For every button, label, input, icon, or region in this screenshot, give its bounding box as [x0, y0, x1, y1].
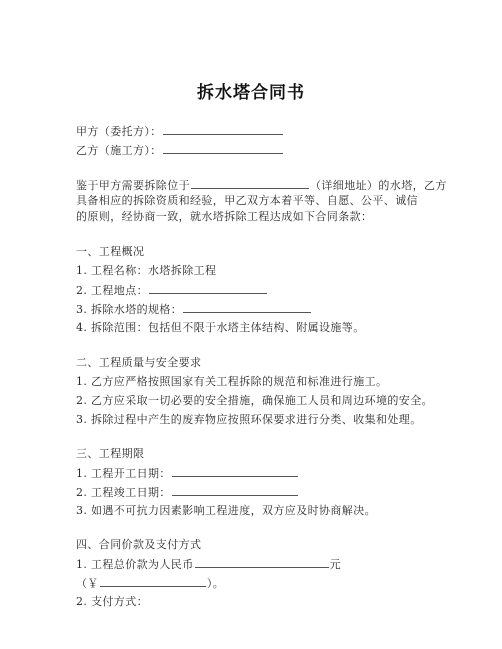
- spec-blank: [183, 302, 311, 313]
- party-b-label: 乙方（施工方）：: [76, 144, 162, 157]
- address-blank: [191, 178, 309, 189]
- item-number: 3.: [76, 303, 88, 316]
- s2-item-1: [76, 375, 387, 389]
- section-2-heading: 二、工程质量与安全要求: [76, 356, 202, 369]
- item-text: 工程名称：水塔拆除工程: [91, 264, 217, 277]
- party-a-line: [76, 124, 284, 139]
- item-text: 拆除过程中产生的废弃物应按照环保要求进行分类、收集和处理。: [91, 413, 422, 426]
- s1-item-4: [76, 321, 365, 335]
- s1-item-1: [76, 264, 216, 278]
- item-text: 工程开工日期：: [91, 467, 171, 480]
- end-date-blank: [172, 485, 298, 496]
- s4-item-2: [76, 595, 148, 609]
- item-text: 支付方式：: [91, 595, 148, 608]
- item-text: 拆除范围：包括但不限于水塔主体结构、附属设施等。: [91, 321, 365, 334]
- item-number: 2.: [76, 394, 88, 407]
- intro-line-2: 具备相应的拆除资质和经验，甲乙双方本着平等、自愿、公平、诚信: [76, 194, 418, 207]
- item-number: 1.: [76, 558, 88, 571]
- item-number: 2.: [76, 486, 88, 499]
- item-number: 2.: [76, 284, 88, 297]
- party-b-blank: [163, 143, 283, 154]
- item-number: 4.: [76, 321, 88, 334]
- s2-item-2: [76, 394, 433, 408]
- document-title: 拆水塔合同书: [197, 83, 305, 103]
- currency-unit: 元: [329, 558, 342, 571]
- intro-text: （详细地址）的水塔，乙方: [310, 179, 447, 192]
- item-number: 1.: [76, 467, 88, 480]
- price-blank: [195, 557, 329, 568]
- intro-line-3: 的原则，经协商一致，就水塔拆除工程达成如下合同条款：: [76, 210, 373, 223]
- item-number: 3.: [76, 413, 88, 426]
- item-number: 1.: [76, 264, 88, 277]
- s3-item-2: [76, 485, 299, 500]
- start-date-blank: [172, 466, 298, 477]
- s2-item-3: [76, 413, 422, 427]
- party-b-line: [76, 143, 284, 158]
- s1-item-3: [76, 302, 312, 317]
- section-1-heading: 一、工程概况: [76, 245, 145, 258]
- party-a-label: 甲方（委托方）：: [76, 125, 162, 138]
- item-number: 2.: [76, 595, 88, 608]
- s3-item-3: [76, 504, 376, 518]
- s4-item-1-amount: [76, 576, 224, 591]
- section-4-heading: 四、合同价款及支付方式: [76, 538, 202, 551]
- item-text: 如遇不可抗力因素影响工程进度，双方应及时协商解决。: [91, 504, 376, 517]
- s3-item-1: [76, 466, 299, 481]
- item-text: 工程地点：: [91, 284, 148, 297]
- amount-blank: [100, 576, 206, 587]
- amount-prefix: （￥: [76, 577, 99, 590]
- item-text: 工程竣工日期：: [91, 486, 171, 499]
- item-text: 拆除水塔的规格：: [91, 303, 183, 316]
- item-number: 3.: [76, 504, 88, 517]
- item-text: 乙方应严格按照国家有关工程拆除的规范和标准进行施工。: [91, 375, 388, 388]
- intro-line-1: [76, 178, 447, 193]
- s1-item-2: [76, 283, 268, 298]
- s4-item-1: [76, 557, 341, 572]
- item-text: 乙方应采取一切必要的安全措施，确保施工人员和周边环境的安全。: [91, 394, 433, 407]
- intro-text: 鉴于甲方需要拆除位于: [76, 179, 190, 192]
- location-blank: [149, 283, 267, 294]
- amount-suffix: ）。: [206, 577, 225, 590]
- party-a-blank: [163, 124, 283, 135]
- item-number: 1.: [76, 375, 88, 388]
- item-text: 工程总价款为人民币: [91, 558, 194, 571]
- section-3-heading: 三、工程期限: [76, 447, 145, 460]
